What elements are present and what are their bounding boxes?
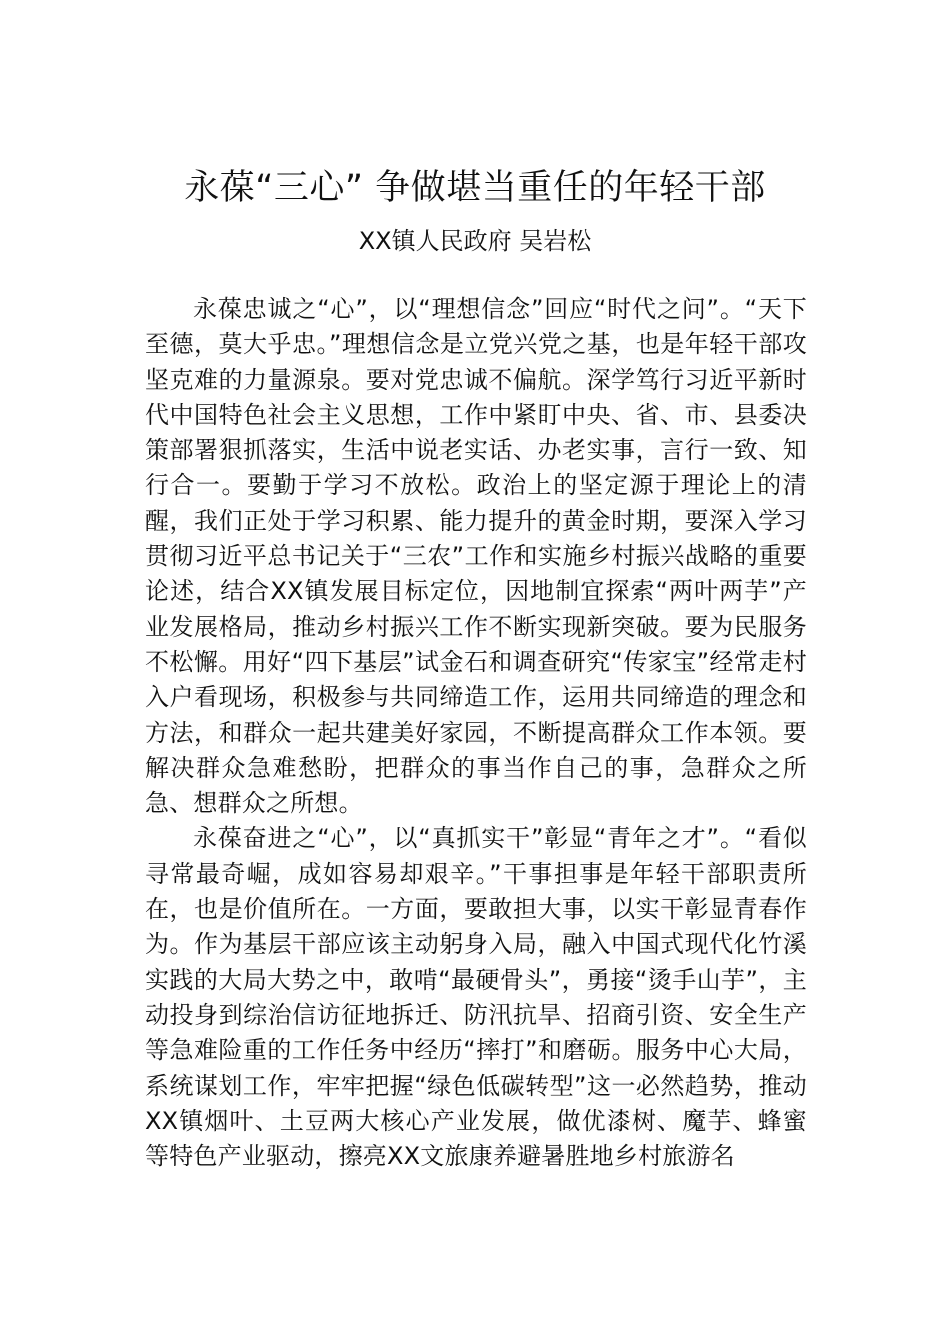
paragraph-loyalty: 永葆忠诚之“心”，以“理想信念”回应“时代之问”。“天下至德，莫大乎忠。”理想信念是立党兴党之基，也是年轻干部攻坚克难的力量源泉。要对党忠诚不偏航。深学笃行习近平新时代中国特色社会主义思想，工作中紧盯中央、省、市、县委决策部署狠抓落实，生活中说老实话、办老实事，言行一致、知行合一。要勤于学习不放松。政治上的坚定源于理论上的清醒，我们正处于学习积累、能力提升的黄金时期，要深入学习贯彻习近平总书记关于“三农”工作和实施乡村振兴战略的重要论述，结合XX镇发展目标定位，因地制宜探索“两叶两芋”产业发展格局，推动乡村振兴工作不断实现新突破。要为民服务不松懈。用好“四下基层”试金石和调查研究“传家宝”经常走村入户看现场，积极参与共同缔造工作，运用共同缔造的理念和方法，和群众一起共建美好家园，不断提高群众工作本领。要解决群众急难愁盼，把群众的事当作自己的事，急群众之所急、想群众之所想。 <box>145 295 807 818</box>
paragraph-striving: 永葆奋进之“心”，以“真抓实干”彰显“青年之才”。“看似寻常最奇崛，成如容易却艰辛。”干事担事是年轻干部职责所在，也是价值所在。一方面，要敢担大事，以实干彰显青春作为。作为基层干部应该主动躬身入局，融入中国式现代化竹溪实践的大局大势之中，敢啃“最硬骨头”，勇接“烫手山芋”，主动投身到综治信访征地拆迁、防汛抗旱、招商引资、安全生产等急难险重的工作任务中经历“摔打”和磨砺。服务中心大局，系统谋划工作，牢牢把握“绿色低碳转型”这一必然趋势，推动XX镇烟叶、土豆两大核心产业发展，做优漆树、魔芋、蜂蜜等特色产业驱动，擦亮XX文旅康养避暑胜地乡村旅游名 <box>145 824 807 1171</box>
document-body <box>145 292 807 1174</box>
document-title: 永葆“三心” 争做堪当重任的年轻干部 <box>184 168 766 208</box>
document-byline: XX镇人民政府 吴岩松 <box>358 227 592 255</box>
